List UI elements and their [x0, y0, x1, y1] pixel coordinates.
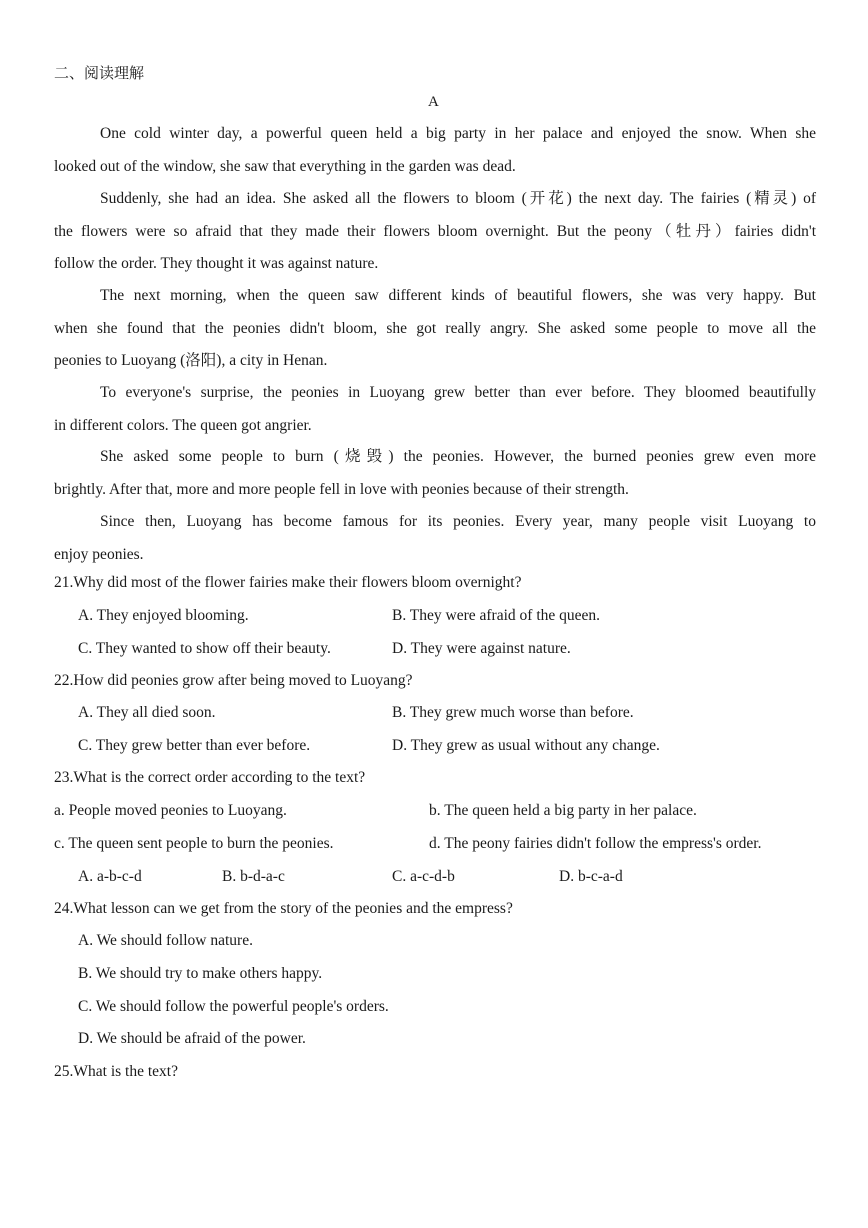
q22-option-a: A. They all died soon.	[78, 704, 216, 721]
paragraph-6	[54, 506, 816, 571]
q24-option-d: D. We should be afraid of the power.	[78, 1030, 306, 1047]
paragraph-line: The next morning, when the queen saw different kinds of beautiful flowers, she was very happy. But	[100, 287, 816, 304]
q23-option-a: A. a-b-c-d	[78, 868, 142, 885]
paragraph-line: follow the order. They thought it was against nature.	[54, 255, 379, 272]
question-22: 22.How did peonies grow after being moved to Luoyang?	[54, 672, 413, 689]
paragraph-line: the flowers were so afraid that they made their flowers bloom overnight. But the peony（牡丹）fairies didn't	[54, 222, 816, 240]
paragraph-line: One cold winter day, a powerful queen held a big party in her palace and enjoyed the snow. When she	[100, 125, 816, 142]
paragraph-line: brightly. After that, more and more people fell in love with peonies because of their strength.	[54, 480, 629, 498]
question-25: 25.What is the text?	[54, 1063, 178, 1080]
q23-option-b: B. b-d-a-c	[222, 868, 285, 885]
q21-option-d: D. They were against nature.	[392, 640, 571, 657]
q23-option-d: D. b-c-a-d	[559, 868, 623, 885]
question-21: 21.Why did most of the flower fairies make their flowers bloom overnight?	[54, 574, 522, 591]
q21-option-c: C. They wanted to show off their beauty.	[78, 640, 331, 657]
paragraph-line: in different colors. The queen got angrier.	[54, 416, 312, 434]
q23-item-a: a. People moved peonies to Luoyang.	[54, 802, 287, 819]
question-23: 23.What is the correct order according to the text?	[54, 769, 366, 786]
q22-option-d: D. They grew as usual without any change.	[392, 737, 660, 754]
q23-item-b: b. The queen held a big party in her palace.	[429, 802, 697, 819]
paragraph-line: To everyone's surprise, the peonies in Luoyang grew better than ever before. They bloomed beautifully	[100, 384, 816, 401]
passage-title: A	[428, 94, 439, 110]
paragraph-line: when she found that the peonies didn't bloom, she got really angry. She asked some people to move all the	[54, 319, 816, 337]
paragraph-line: peonies to Luoyang (洛阳), a city in Henan.	[54, 352, 328, 369]
q21-option-a: A. They enjoyed blooming.	[78, 607, 249, 624]
paragraph-1	[54, 118, 816, 183]
question-24: 24.What lesson can we get from the story of the peonies and the empress?	[54, 900, 513, 917]
q23-option-c: C. a-c-d-b	[392, 868, 455, 885]
paragraph-5	[54, 441, 816, 506]
q22-option-b: B. They grew much worse than before.	[392, 704, 634, 721]
paragraph-line: Since then, Luoyang has become famous for its peonies. Every year, many people visit Luoyang to	[100, 513, 816, 530]
q24-option-a: A. We should follow nature.	[78, 932, 253, 949]
q23-item-c: c. The queen sent people to burn the peonies.	[54, 835, 334, 852]
paragraph-3	[54, 280, 816, 378]
paragraph-line: She asked some people to burn (烧毁) the peonies. However, the burned peonies grew even more	[100, 448, 816, 465]
q21-option-b: B. They were afraid of the queen.	[392, 607, 601, 624]
section-heading: 二、阅读理解	[54, 66, 145, 82]
q24-option-c: C. We should follow the powerful people's orders.	[78, 998, 389, 1015]
paragraph-line: enjoy peonies.	[54, 545, 144, 563]
q23-item-d: d. The peony fairies didn't follow the empress's order.	[429, 835, 762, 852]
q24-option-b: B. We should try to make others happy.	[78, 965, 323, 982]
paragraph-line: Suddenly, she had an idea. She asked all the flowers to bloom (开花) the next day. The fairies (精灵) of	[100, 190, 816, 207]
paragraph-4	[54, 377, 816, 442]
paragraph-line: looked out of the window, she saw that everything in the garden was dead.	[54, 157, 516, 175]
q22-option-c: C. They grew better than ever before.	[78, 737, 311, 754]
paragraph-2	[54, 183, 816, 281]
